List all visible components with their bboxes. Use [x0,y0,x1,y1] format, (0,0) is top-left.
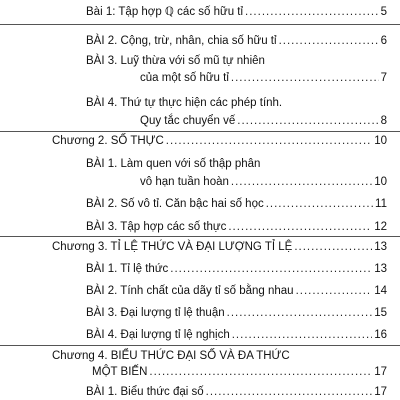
toc-entry-label: vô hạn tuần hoàn [140,176,229,188]
toc-entry-ch3-lesson-3[interactable] [86,306,387,320]
dot-leader [149,365,372,379]
toc-entry-label: BÀI 4. Thứ tự thực hiện các phép tính. [86,97,283,109]
toc-entry-label: Chương 3. TỈ LỆ THỨC VÀ ĐẠI LƯỢNG TỈ LỆ [52,241,293,253]
toc-entry-label: Chương 2. SỐ THỰC [52,135,164,147]
toc-page-number: 17 [374,386,387,398]
toc-page-number: 13 [374,263,387,275]
dot-leader [266,197,373,211]
toc-page-number: 17 [374,366,387,378]
toc-page-number: 5 [380,6,387,18]
dot-leader [232,328,372,342]
toc-entry-ch3-lesson-4[interactable] [86,328,387,342]
toc-page-number: 11 [375,198,387,210]
toc-entry-ch2-lesson-2[interactable] [86,197,387,211]
dot-leader [294,240,372,254]
row-divider [0,24,400,25]
toc-entry-ch3-lesson-2[interactable] [86,284,387,298]
toc-entry-label: BÀI 4. Đại lượng tỉ lệ nghịch [86,329,230,341]
dot-leader [231,71,379,85]
toc-entry-chapter-4-line2[interactable] [92,365,387,379]
toc-entry-label: BÀI 2. Cộng, trừ, nhân, chia số hữu tỉ [86,35,277,47]
toc-entry-lesson-4-line1[interactable] [86,96,282,110]
toc-entry-ch3-lesson-1[interactable] [86,262,387,276]
toc-entry-label: BÀI 1. Biểu thức đại số [86,386,204,398]
dot-leader [231,175,372,189]
toc-entry-label: BÀI 3. Luỹ thừa với số mũ tự nhiên [86,55,265,67]
toc-page-number: 10 [374,135,387,147]
row-divider [0,131,400,132]
toc-entry-label: BÀI 1. Làm quen với số thập phân [86,158,261,170]
toc-entry-label: Bài 1: Tập hợp ℚ các số hữu tỉ [86,6,244,18]
dot-leader [227,306,373,320]
toc-entry-label: BÀI 3. Đại lượng tỉ lệ thuận [86,307,225,319]
dot-leader [170,262,372,276]
toc-entry-label: BÀI 2. Số vô tỉ. Căn bậc hai số học [86,198,264,210]
dot-leader [228,220,372,234]
toc-page-number: 7 [380,72,387,84]
dot-leader [279,34,379,48]
toc-page-number: 15 [374,307,387,319]
toc-page-number: 16 [374,329,387,341]
toc-page-number: 8 [380,115,387,127]
toc-page-number: 12 [374,221,387,233]
dot-leader [296,284,373,298]
toc-entry-label: BÀI 2. Tính chất của dãy tỉ số bằng nhau [86,285,294,297]
toc-entry-label: của một số hữu tỉ [140,72,229,84]
toc-page-number: 13 [374,241,387,253]
toc-entry-label: Quy tắc chuyển vế [140,115,236,127]
dot-leader [237,114,378,128]
toc-entry-lesson-2[interactable] [86,34,387,48]
toc-page-number: 6 [380,35,387,47]
toc-entry-chapter-2[interactable] [52,134,387,148]
toc-page-number: 10 [374,176,387,188]
toc-entry-chapter-3[interactable] [52,240,387,254]
toc-entry-lesson-3-line2[interactable] [140,71,387,85]
toc-entry-label: BÀI 3. Tập hợp các số thực [86,221,227,233]
row-divider [0,236,400,237]
toc-entry-label: MỘT BIẾN [92,366,148,378]
dot-leader [245,5,379,19]
dot-leader [206,385,373,399]
toc-entry-lesson-4-line2[interactable] [140,114,387,128]
toc-entry-lesson-1[interactable] [86,5,387,19]
toc-entry-chapter-4-line1[interactable] [52,349,290,363]
toc-entry-lesson-3-line1[interactable] [86,54,265,68]
toc-entry-label: Chương 4. BIỂU THỨC ĐẠI SỐ VÀ ĐA THỨC [52,350,290,362]
toc-entry-ch4-lesson-1[interactable] [86,385,387,399]
toc-entry-ch2-lesson-1-line2[interactable] [140,175,387,189]
toc-page-number: 14 [374,285,387,297]
toc-entry-label: BÀI 1. Tỉ lệ thức [86,263,169,275]
toc-entry-ch2-lesson-1-line1[interactable] [86,157,260,171]
row-divider [0,345,400,346]
toc-entry-ch2-lesson-3[interactable] [86,220,387,234]
dot-leader [166,134,372,148]
